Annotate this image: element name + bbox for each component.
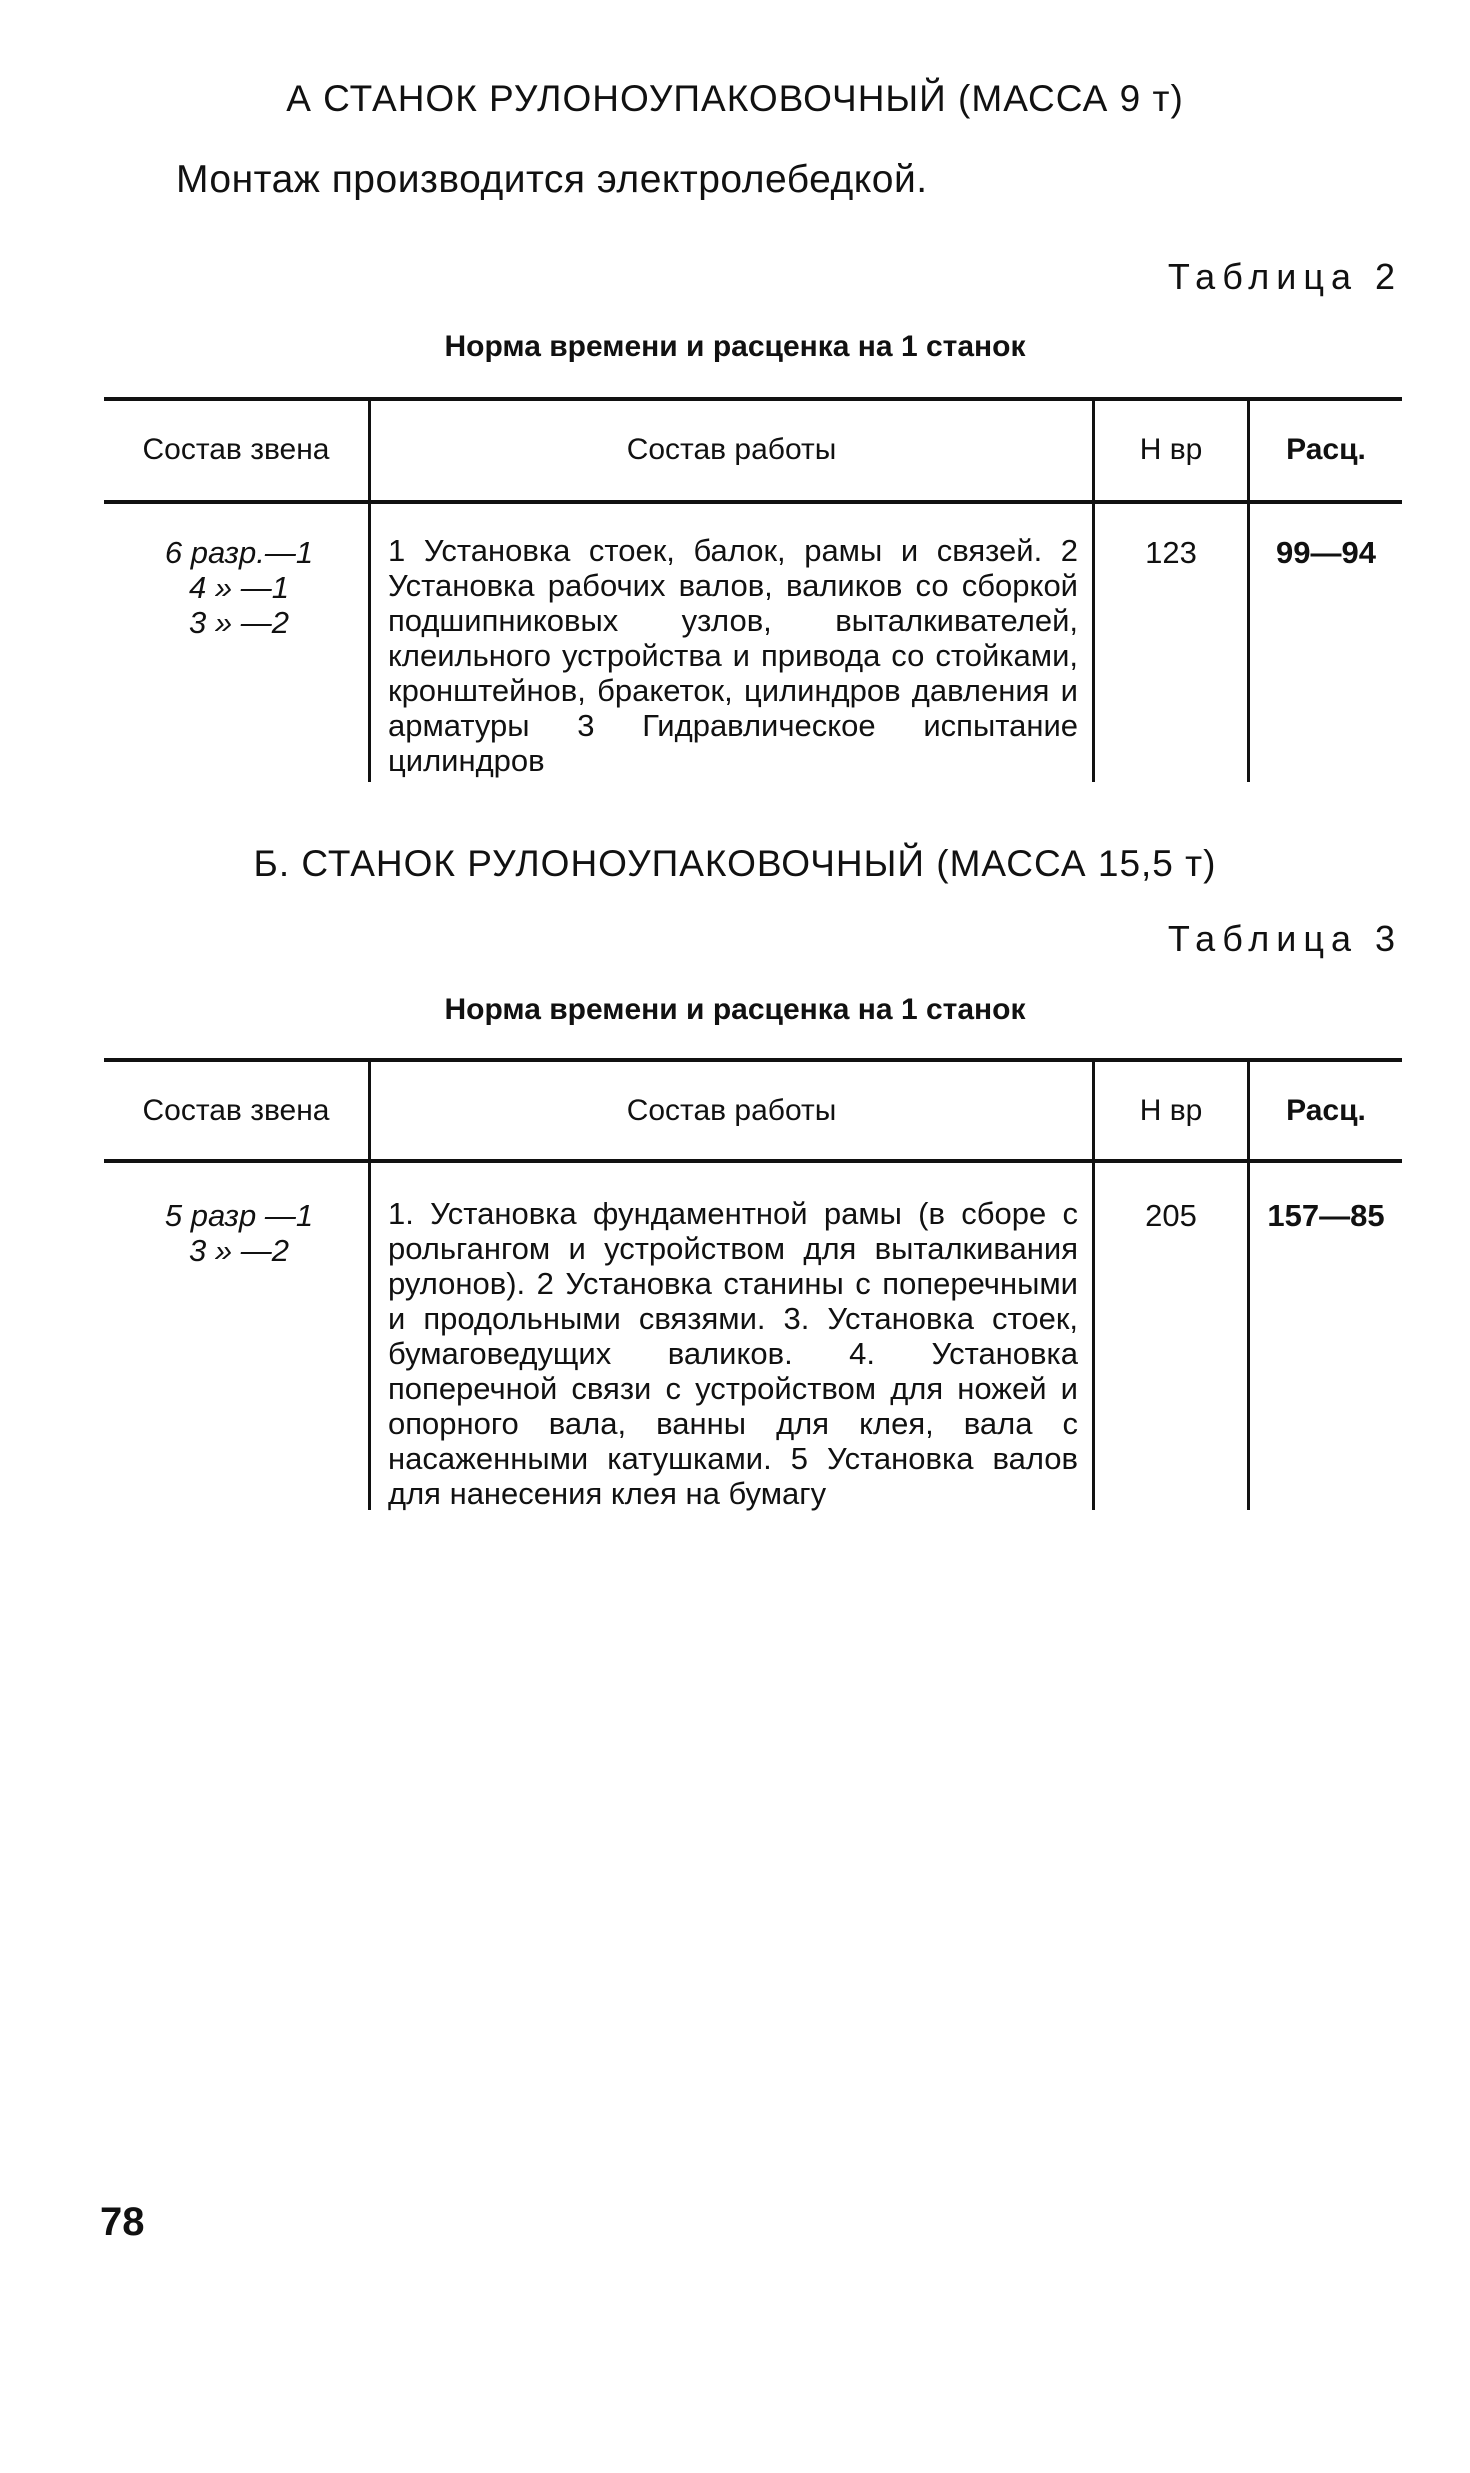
column-header-norm-time: Н вр	[1139, 1094, 1203, 1127]
column-header-rate: Расц.	[1286, 433, 1366, 466]
rate-value: 157—85	[1267, 1198, 1385, 1233]
page-number: 78	[100, 2200, 145, 2244]
table-2-number: Таблица 2	[1167, 256, 1402, 297]
crew-line: 3 » —2	[189, 605, 289, 640]
section-a-intro: Монтаж производится электролебедкой.	[176, 158, 928, 201]
section-b-heading: Б. СТАНОК РУЛОНОУПАКОВОЧНЫЙ (МАССА 15,5 т)	[253, 843, 1217, 884]
work-description: 1 Установка стоек, балок, рамы и связей. 2 Установка рабочих валов, валиков со сборкой подшипниковых узлов, выталкивателей, клеильного устройства и привода со стойками, кронштейнов, бракеток, цилиндров давления и арматуры 3 Гидравлическое испытание цилиндров	[388, 533, 1078, 778]
column-header-crew: Состав звена	[142, 433, 330, 466]
norm-time-value: 123	[1145, 535, 1197, 570]
norm-time-value: 205	[1145, 1198, 1197, 1233]
crew-cell	[134, 535, 344, 640]
table-rule-top	[104, 1058, 1402, 1062]
crew-line: 4 » —1	[189, 570, 289, 605]
crew-line: 3 » —2	[189, 1233, 289, 1268]
rate-value: 99—94	[1276, 535, 1376, 570]
table-2	[104, 397, 1402, 782]
section-a-heading: А СТАНОК РУЛОНОУПАКОВОЧНЫЙ (МАССА 9 т)	[286, 78, 1184, 119]
column-header-crew: Состав звена	[142, 1094, 330, 1127]
table-rule-top	[104, 397, 1402, 401]
table-3	[104, 1058, 1402, 1510]
column-header-rate: Расц.	[1286, 1094, 1366, 1127]
column-header-work: Состав работы	[626, 433, 837, 466]
crew-line: 6 разр.—1	[164, 535, 314, 570]
table-2-caption: Норма времени и расценка на 1 станок	[444, 330, 1026, 363]
table-rule-header	[104, 500, 1402, 504]
crew-cell	[134, 1198, 344, 1268]
work-description: 1. Установка фундаментной рамы (в сборе с рольгангом и устройством для выталкивания рулонов). 2 Установка станины с поперечными и продольными связями. 3. Установка стоек, бумаговедущих валиков. 4. Установка поперечной связи с устройством для ножей и опорного вала, ванны для клея, вала с насаженными катушками. 5 Установка валов для нанесения клея на бумагу	[388, 1196, 1078, 1511]
crew-line: 5 разр —1	[164, 1198, 314, 1233]
table-rule-header	[104, 1159, 1402, 1163]
column-header-norm-time: Н вр	[1139, 433, 1203, 466]
column-header-work: Состав работы	[626, 1094, 837, 1127]
table-3-caption: Норма времени и расценка на 1 станок	[444, 993, 1026, 1026]
table-3-number: Таблица 3	[1167, 918, 1402, 959]
